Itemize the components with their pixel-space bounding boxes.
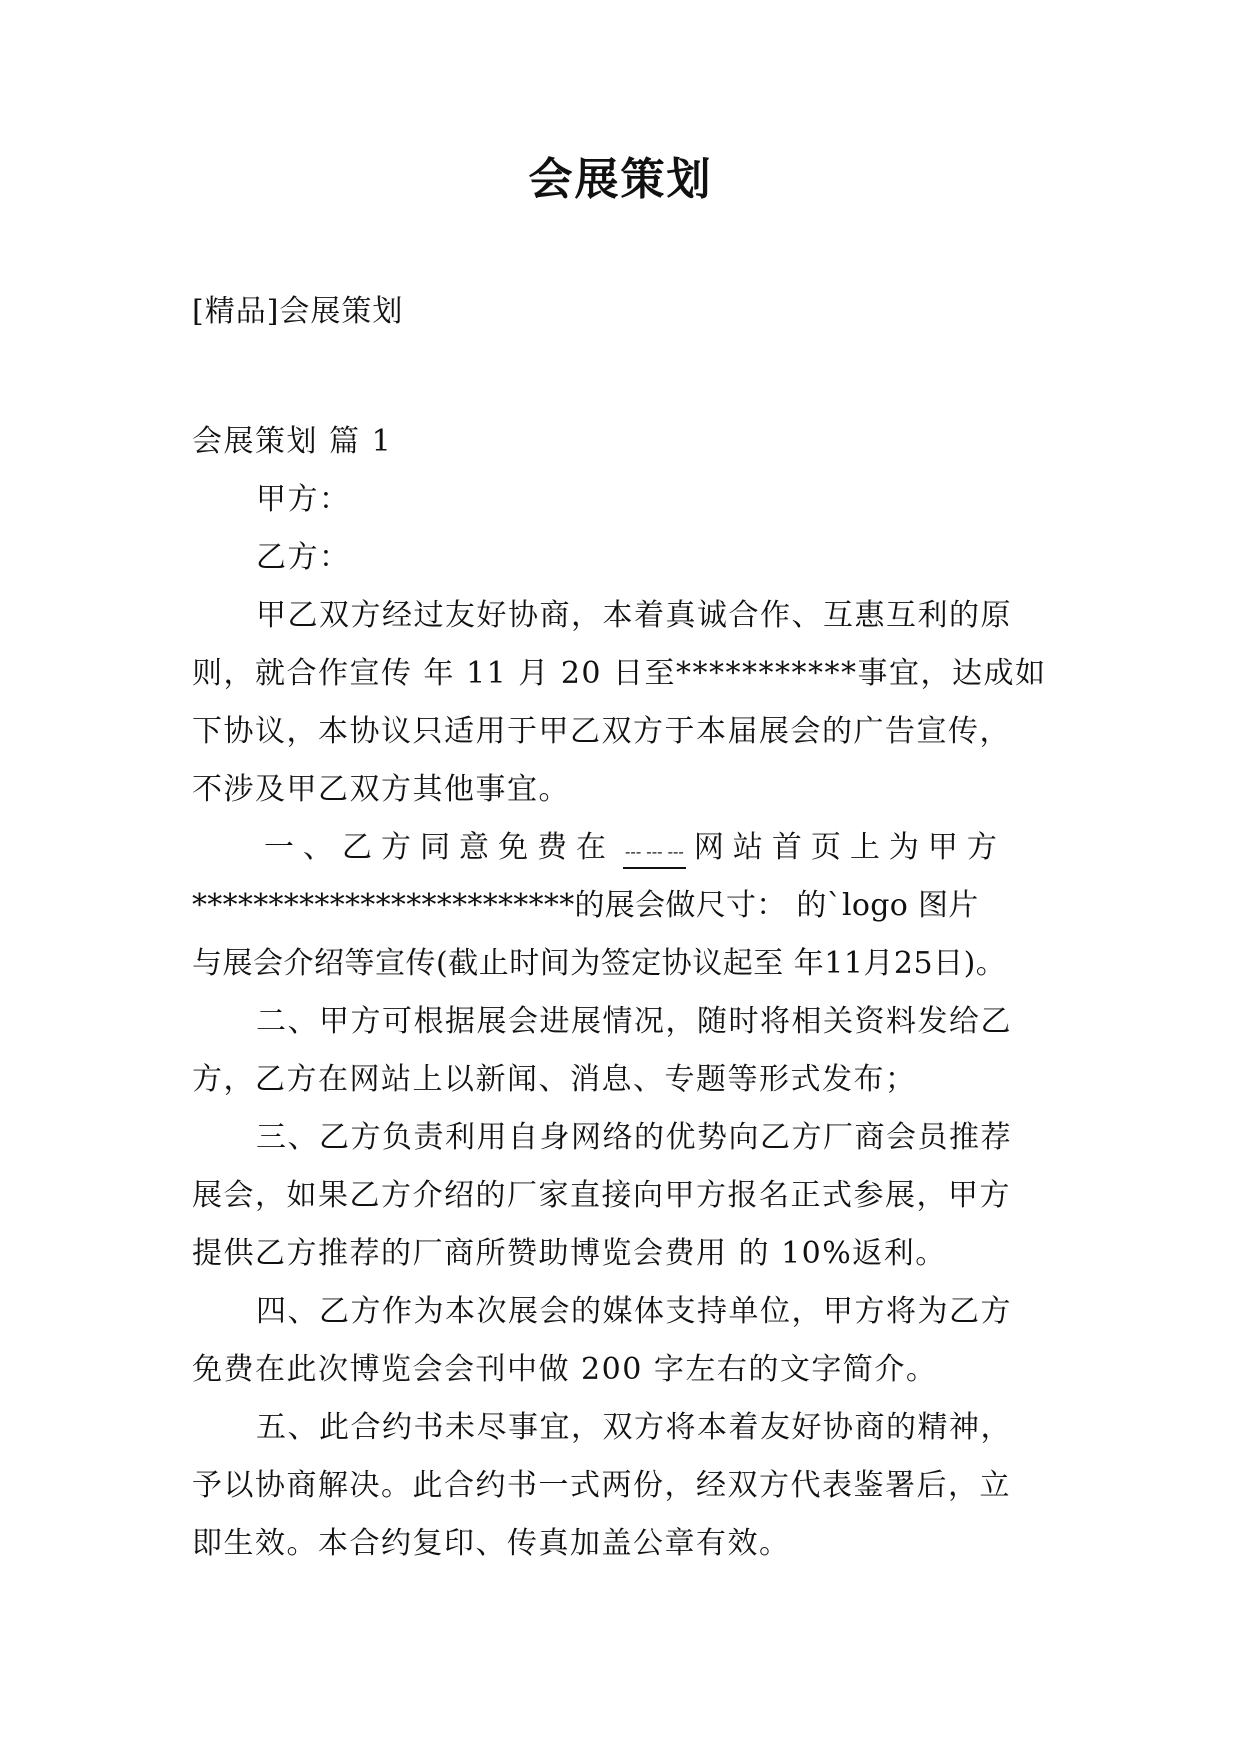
paragraph-line: 与展会介绍等宣传(截止时间为签定协议起至 年11月25日)。	[192, 946, 1007, 981]
clause-1-text-end: 网站首页上为甲方	[693, 830, 1006, 865]
paragraph-line: 甲乙双方经过友好协商，本着真诚合作、互惠互利的原	[256, 598, 1012, 633]
paragraph-line: 不涉及甲乙双方其他事宜。	[192, 772, 570, 807]
paragraph-line: 提供乙方推荐的厂商所赞助博览会费用 的 10%返利。	[192, 1236, 947, 1271]
document-body	[192, 413, 1050, 1573]
party-a-label: 甲方：	[256, 482, 351, 517]
paragraph-line: 免费在此次博览会会刊中做 200 字左右的文字简介。	[192, 1352, 938, 1387]
clause-3-paragraph	[192, 1109, 1050, 1283]
document-title: 会展策划	[528, 154, 713, 205]
paragraph-line: 二、甲方可根据展会进展情况，随时将相关资料发给乙	[256, 1004, 1012, 1039]
clause-2-paragraph	[192, 993, 1050, 1109]
clause-1-paragraph	[192, 819, 1050, 993]
paragraph-line	[192, 819, 1050, 877]
paragraph-line: 则，就合作宣传 年 11 月 20 日至***********事宜，达成如	[192, 656, 1047, 691]
party-b-label: 乙方：	[256, 540, 351, 575]
paragraph-line: 四、乙方作为本次展会的媒体支持单位，甲方将为乙方	[256, 1294, 1012, 1329]
clause-1-text-start: 一、乙方同意免费在	[264, 830, 615, 865]
paragraph-line: 展会，如果乙方介绍的厂家直接向甲方报名正式参展，甲方	[192, 1178, 1011, 1213]
clause-5-paragraph	[192, 1399, 1050, 1573]
paragraph-line: 即生效。本合约复印、传真加盖公章有效。	[192, 1526, 791, 1561]
paragraph-line: 五、此合约书未尽事宜，双方将本着友好协商的精神，	[256, 1410, 1012, 1445]
section-heading: 会展策划 篇 1	[192, 424, 393, 459]
paragraph-line: 予以协商解决。此合约书一式两份，经双方代表鉴署后，立	[192, 1468, 1011, 1503]
document-subtitle: [精品]会展策划	[192, 294, 404, 329]
paragraph-line: 三、乙方负责利用自身网络的优势向乙方厂商会员推荐	[256, 1120, 1012, 1155]
intro-paragraph	[192, 587, 1050, 819]
website-name-blank: --- --- ---	[623, 837, 686, 869]
paragraph-line: *************************的展会做尺寸： 的`logo 图片	[192, 888, 979, 923]
clause-4-paragraph	[192, 1283, 1050, 1399]
paragraph-line: 下协议，本协议只适用于甲乙双方于本届展会的广告宣传，	[192, 714, 1011, 749]
paragraph-line: 方，乙方在网站上以新闻、消息、专题等形式发布；	[192, 1062, 917, 1097]
